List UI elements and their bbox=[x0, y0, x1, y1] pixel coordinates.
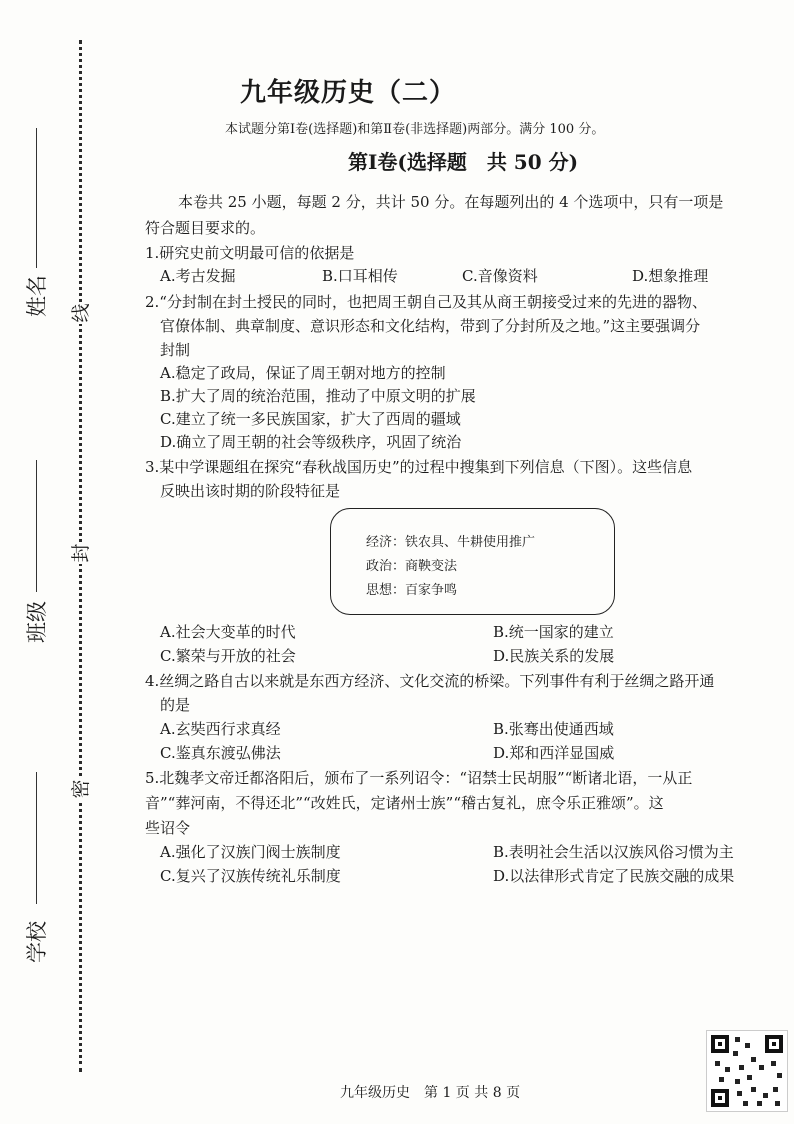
info-box-economy: 经济：铁农具、牛耕使用推广 bbox=[366, 535, 536, 550]
question-3-stem: 3.某中学课题组在探究“春秋战国历史”的过程中搜集到下列信息（下图）。这些信息 bbox=[145, 458, 693, 476]
question-2-stem: 2.“分封制在封土授民的同时，也把周王朝自己及其从商王朝接受过来的先进的器物、 bbox=[145, 293, 707, 311]
school-field-label: 学校 bbox=[25, 921, 49, 963]
class-field-label: 班级 bbox=[25, 601, 49, 643]
question-4-option-b: B.张骞出使通西域 bbox=[493, 720, 614, 738]
question-3-option-c: C.繁荣与开放的社会 bbox=[160, 647, 296, 665]
question-5-stem: 音”“葬河南，不得还北”“改姓氏，定诸州士族”“稽古复礼，庶令乐正雅颂”。这 bbox=[145, 794, 664, 812]
binding-char-mi: 密 bbox=[70, 779, 92, 799]
question-4-option-d: D.郑和西洋显国威 bbox=[493, 744, 615, 762]
question-5-option-c: C.复兴了汉族传统礼乐制度 bbox=[160, 867, 341, 885]
question-2-option-c: C.建立了统一多民族国家，扩大了西周的疆域 bbox=[160, 410, 461, 428]
instruction-line: 本卷共 25 小题，每题 2 分，共计 50 分。在每题列出的 4 个选项中，只有一项是 bbox=[178, 193, 724, 211]
school-field-line bbox=[36, 772, 37, 904]
question-4-stem: 的是 bbox=[160, 696, 191, 714]
question-2-option-a: A.稳定了政局，保证了周王朝对地方的控制 bbox=[160, 364, 446, 382]
exam-title: 九年级历史（二） bbox=[240, 78, 457, 108]
info-box-thought: 思想：百家争鸣 bbox=[366, 583, 458, 598]
name-field-label: 姓名 bbox=[25, 275, 49, 317]
qr-code-icon bbox=[706, 1030, 788, 1112]
info-box bbox=[330, 508, 615, 615]
question-4-option-c: C.鉴真东渡弘佛法 bbox=[160, 744, 281, 762]
question-3-option-b: B.统一国家的建立 bbox=[493, 623, 614, 641]
question-1-option-d: D.想象推理 bbox=[632, 267, 709, 285]
question-3-option-a: A.社会大变革的时代 bbox=[160, 623, 296, 641]
question-1-option-a: A.考古发掘 bbox=[160, 267, 236, 285]
question-1-option-b: B.口耳相传 bbox=[322, 267, 398, 285]
question-4-stem: 4.丝绸之路自古以来就是东西方经济、文化交流的桥梁。下列事件有利于丝绸之路开通 bbox=[145, 672, 715, 690]
question-3-option-d: D.民族关系的发展 bbox=[493, 647, 615, 665]
question-2-option-b: B.扩大了周的统治范围，推动了中原文明的扩展 bbox=[160, 387, 476, 405]
question-5-stem: 些诏令 bbox=[145, 819, 191, 837]
question-5-option-b: B.表明社会生活以汉族风俗习惯为主 bbox=[493, 843, 734, 861]
question-5-stem: 5.北魏孝文帝迁都洛阳后，颁布了一系列诏令：“诏禁士民胡服”“断诸北语，一从正 bbox=[145, 769, 693, 787]
question-2-option-d: D.确立了周王朝的社会等级秩序，巩固了统治 bbox=[160, 433, 462, 451]
question-2-stem: 官僚体制、典章制度、意识形态和文化结构，带到了分封所及之地。”这主要强调分 bbox=[160, 317, 701, 335]
question-4-option-a: A.玄奘西行求真经 bbox=[160, 720, 281, 738]
question-5-option-d: D.以法律形式肯定了民族交融的成果 bbox=[493, 867, 735, 885]
name-field-line bbox=[36, 128, 37, 268]
question-3-stem: 反映出该时期的阶段特征是 bbox=[160, 482, 341, 500]
question-5-option-a: A.强化了汉族门阀士族制度 bbox=[160, 843, 341, 861]
binding-char-feng: 封 bbox=[70, 543, 92, 563]
page-footer: 九年级历史 第 1 页 共 8 页 bbox=[340, 1085, 521, 1101]
question-2-stem: 封制 bbox=[160, 341, 191, 359]
question-1-stem: 1.研究史前文明最可信的依据是 bbox=[145, 244, 355, 262]
exam-subtitle: 本试题分第Ⅰ卷(选择题)和第Ⅱ卷(非选择题)两部分。满分 100 分。 bbox=[225, 122, 605, 137]
class-field-line bbox=[36, 460, 37, 592]
info-box-politics: 政治：商鞅变法 bbox=[366, 559, 458, 574]
binding-char-xian: 线 bbox=[70, 303, 92, 323]
question-1-option-c: C.音像资料 bbox=[462, 267, 538, 285]
section-title: 第Ⅰ卷(选择题 共 50 分) bbox=[348, 150, 579, 174]
instruction-line: 符合题目要求的。 bbox=[145, 219, 266, 237]
